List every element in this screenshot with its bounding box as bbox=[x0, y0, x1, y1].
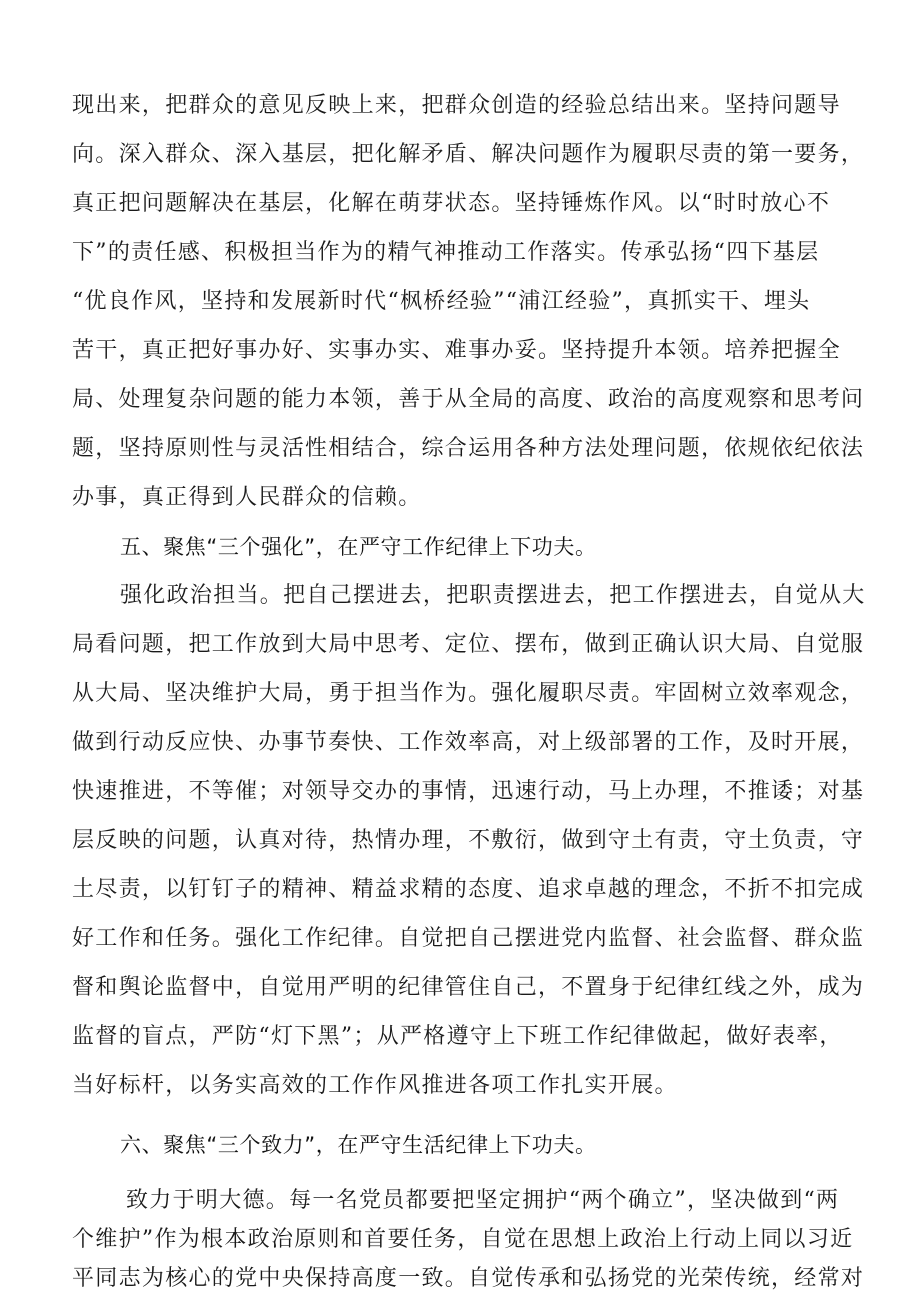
paragraph-line: 从大局、坚决维护大局，勇于担当作为。强化履职尽责。牢固树立效率观念， bbox=[72, 681, 865, 706]
section-heading-five: 五、聚焦“三个强化”，在严守工作纪律上下功夫。 bbox=[120, 535, 597, 559]
paragraph-line: 平同志为核心的党中央保持高度一致。自觉传承和弘扬党的光荣传统，经常对 bbox=[72, 1266, 865, 1291]
paragraph-line: 土尽责，以钉钉子的精神、精益求精的态度、追求卓越的理念，不折不扣完成 bbox=[72, 877, 865, 902]
paragraph-line: 致力于明大德。每一名党员都要把坚定拥护“两个确立”，坚决做到“两 bbox=[126, 1188, 840, 1213]
paragraph-line: 个维护”作为根本政治原则和首要任务，自觉在思想上政治上行动上同以习近 bbox=[72, 1227, 854, 1252]
paragraph-line: 真正把问题解决在基层，化解在萌芽状态。坚持锤炼作风。以“时时放心不 bbox=[72, 191, 831, 216]
paragraph-line: 苦干，真正把好事办好、实事办实、难事办妥。坚持提升本领。培养把握全 bbox=[72, 338, 841, 363]
paragraph-line: 局、处理复杂问题的能力本领，善于从全局的高度、政治的高度观察和思考问 bbox=[72, 387, 865, 412]
paragraph-line: 做到行动反应快、办事节奏快、工作效率高，对上级部署的工作，及时开展， bbox=[72, 730, 865, 755]
paragraph-line: 下”的责任感、积极担当作为的精气神推动工作落实。传承弘扬“四下基层 bbox=[72, 240, 820, 265]
paragraph-line: 向。深入群众、深入基层，把化解矛盾、解决问题作为履职尽责的第一要务， bbox=[72, 142, 865, 167]
paragraph-line: “优良作风，坚持和发展新时代“枫桥经验”“浦江经验”，真抓实干、埋头 bbox=[72, 289, 811, 314]
paragraph-line: 强化政治担当。把自己摆进去，把职责摆进去，把工作摆进去，自觉从大 bbox=[120, 583, 866, 608]
paragraph-line: 监督的盲点，严防“灯下黑”；从严格遵守上下班工作纪律做起，做好表率， bbox=[72, 1024, 843, 1049]
paragraph-line: 现出来，把群众的意见反映上来，把群众创造的经验总结出来。坚持问题导 bbox=[72, 93, 841, 118]
paragraph-line: 题，坚持原则性与灵活性相结合，综合运用各种方法处理问题，依规依纪依法 bbox=[72, 436, 865, 461]
paragraph-line: 快速推进，不等催；对领导交办的事情，迅速行动，马上办理，不推诿；对基 bbox=[72, 779, 865, 804]
paragraph-line: 督和舆论监督中，自觉用严明的纪律管住自己，不置身于纪律红线之外，成为 bbox=[72, 975, 865, 1000]
paragraph-line: 局看问题，把工作放到大局中思考、定位、摆布，做到正确认识大局、自觉服 bbox=[72, 632, 865, 657]
section-heading-six: 六、聚焦“三个致力”，在严守生活纪律上下功夫。 bbox=[120, 1133, 597, 1157]
paragraph-line: 层反映的问题，认真对待，热情办理，不敷衍，做到守土有责，守土负责，守 bbox=[72, 828, 865, 853]
paragraph-line: 办事，真正得到人民群众的信赖。 bbox=[72, 485, 422, 510]
paragraph-line: 当好标杆，以务实高效的工作作风推进各项工作扎实开展。 bbox=[72, 1073, 678, 1098]
paragraph-line: 好工作和任务。强化工作纪律。自觉把自己摆进党内监督、社会监督、群众监 bbox=[72, 926, 865, 951]
